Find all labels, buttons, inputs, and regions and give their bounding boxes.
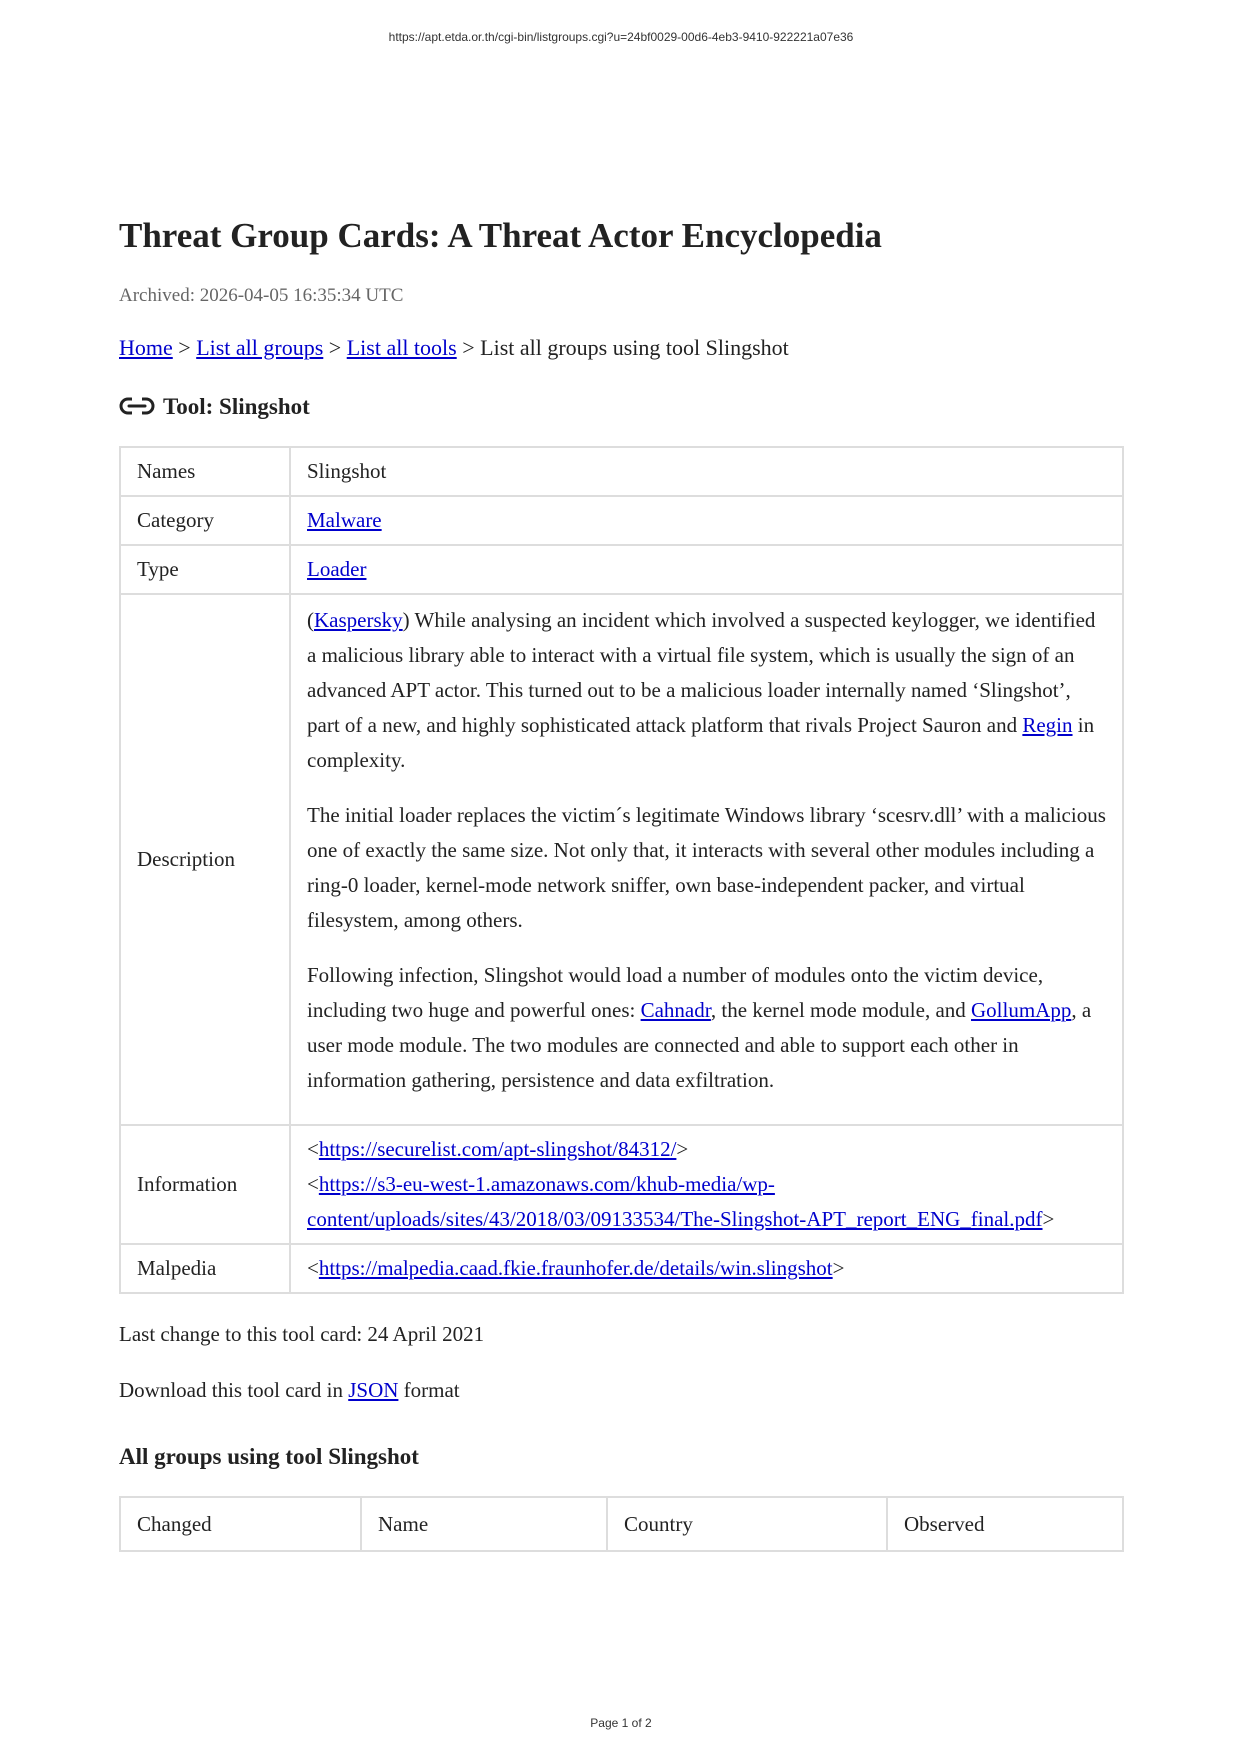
column-header-changed: Changed — [120, 1497, 361, 1551]
groups-heading: All groups using tool Slingshot — [119, 1444, 419, 1469]
cahnadr-link[interactable]: Cahnadr — [640, 998, 711, 1022]
type-link[interactable]: Loader — [307, 557, 367, 581]
json-download-link[interactable]: JSON — [348, 1378, 399, 1402]
table-row — [120, 594, 1123, 1125]
text: Download this tool card in — [119, 1378, 349, 1402]
breadcrumb-separator: > — [323, 335, 347, 360]
link-icon — [119, 396, 155, 416]
names-value: Slingshot — [290, 447, 1123, 496]
report-pdf-link[interactable]: https://s3-eu-west-1.amazonaws.com/khub-media/wp-content/uploads/sites/43/2018/03/09133534/The-Slingshot-APT_report_ENG_final.pdf — [307, 1172, 1043, 1231]
text: format — [398, 1378, 460, 1402]
table-row — [120, 1244, 1123, 1293]
breadcrumb-tools-link[interactable]: List all tools — [346, 335, 457, 360]
download-line — [119, 1376, 1124, 1404]
table-row — [120, 447, 1123, 496]
breadcrumb-current: List all groups using tool Slingshot — [480, 335, 789, 360]
table-row — [120, 545, 1123, 594]
description-cell — [290, 594, 1123, 1125]
gollumapp-link[interactable]: GollumApp — [971, 998, 1072, 1022]
breadcrumb-home-link[interactable]: Home — [119, 335, 173, 360]
tool-heading-text: Tool: Slingshot — [163, 394, 310, 419]
information-label: Information — [120, 1125, 290, 1244]
names-label: Names — [120, 447, 290, 496]
malpedia-label: Malpedia — [120, 1244, 290, 1293]
column-header-country: Country — [607, 1497, 887, 1551]
type-label: Type — [120, 545, 290, 594]
description-paragraph — [307, 603, 1106, 778]
breadcrumb-groups-link[interactable]: List all groups — [196, 335, 324, 360]
last-change: Last change to this tool card: 24 April 2021 — [119, 1322, 485, 1346]
text: Following infection, Slingshot would load a number of modules onto the victim device, including two huge and powerful ones: — [307, 963, 1044, 1022]
breadcrumb — [119, 334, 1124, 362]
main-content — [119, 212, 1124, 1552]
archived-timestamp: Archived: 2026-04-05 16:35:34 UTC — [119, 285, 404, 306]
tool-info-table — [119, 446, 1124, 1294]
column-header-name: Name — [361, 1497, 607, 1551]
page-url-header: https://apt.etda.or.th/cgi-bin/listgroups.cgi?u=24bf0029-00d6-4eb3-9410-922221a07e36 — [388, 30, 854, 44]
table-row — [120, 1125, 1123, 1244]
information-cell — [290, 1125, 1123, 1244]
text: < — [307, 1137, 319, 1161]
category-label: Category — [120, 496, 290, 545]
tool-heading — [119, 392, 1124, 422]
text: < — [307, 1256, 319, 1280]
table-row — [120, 496, 1123, 545]
column-header-observed: Observed — [887, 1497, 1123, 1551]
groups-table — [119, 1496, 1124, 1552]
malpedia-cell — [290, 1244, 1123, 1293]
text: , the kernel mode module, and — [710, 998, 972, 1022]
regin-link[interactable]: Regin — [1022, 713, 1073, 737]
text: ( — [307, 608, 314, 632]
page-title: Threat Group Cards: A Threat Actor Encyclopedia — [119, 216, 882, 255]
type-cell — [290, 545, 1123, 594]
table-header-row — [120, 1497, 1123, 1551]
breadcrumb-separator: > — [456, 335, 481, 360]
information-entry — [307, 1167, 1106, 1237]
securelist-link[interactable]: https://securelist.com/apt-slingshot/84312/ — [318, 1137, 677, 1161]
text: , a user mode module. The two modules are connected and able to support each other in information gathering, persistence and data exfiltration. — [307, 998, 1092, 1092]
description-paragraph — [307, 958, 1106, 1098]
category-cell — [290, 496, 1123, 545]
breadcrumb-separator: > — [172, 335, 197, 360]
text: in complexity. — [307, 713, 1095, 772]
page-number: Page 1 of 2 — [590, 1716, 652, 1730]
category-link[interactable]: Malware — [307, 508, 382, 532]
text: > — [1042, 1207, 1055, 1231]
description-label: Description — [120, 594, 290, 1125]
text: > — [676, 1137, 689, 1161]
description-paragraph: The initial loader replaces the victim´s legitimate Windows library ‘scesrv.dll’ with a malicious one of exactly the same size. Not only that, it interacts with several other modules including a ring-0 loader, kernel-mode network sniffer, own base-independent packer, and virtual filesystem, among others. — [307, 803, 1106, 932]
text: ) While analysing an incident which involved a suspected keylogger, we identified a malicious library able to interact with a virtual file system, which is usually the sign of an advanced APT actor. This turned out to be a malicious loader internally named ‘Slingshot’, part of a new, and highly sophisticated attack platform that rivals Project Sauron and — [307, 608, 1096, 737]
information-entry — [307, 1132, 1106, 1167]
text: < — [307, 1172, 319, 1196]
malpedia-link[interactable]: https://malpedia.caad.fkie.fraunhofer.de/details/win.slingshot — [318, 1256, 833, 1280]
kaspersky-link[interactable]: Kaspersky — [314, 608, 403, 632]
text: > — [832, 1256, 845, 1280]
